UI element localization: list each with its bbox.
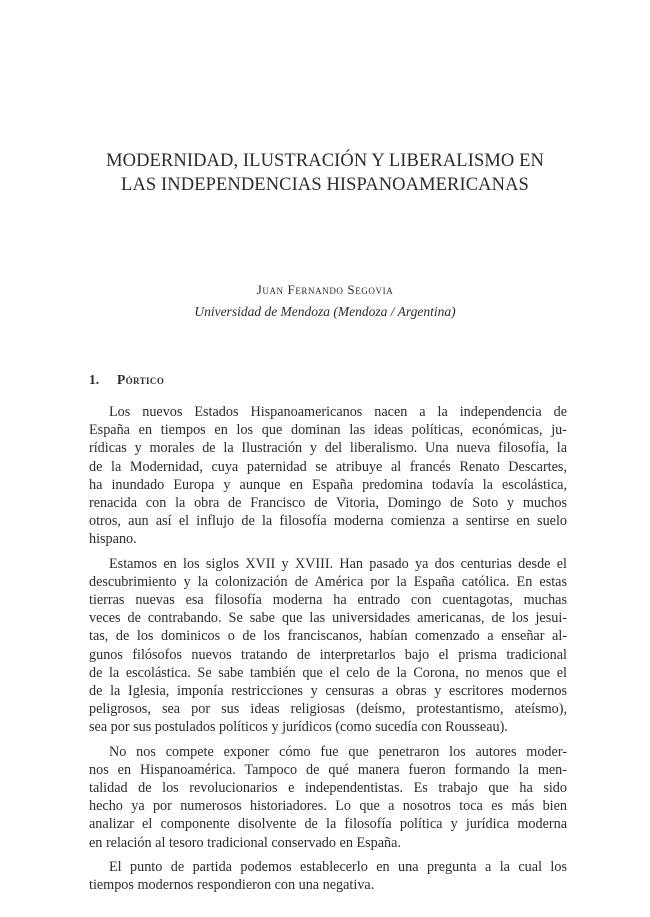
paragraph-line: en relación al tesoro tradicional conservado en España. (89, 834, 401, 851)
paragraph-line: España en tiempos en los que dominan las ideas políticas, económicas, ju- (89, 422, 567, 439)
paragraph-line: sea por sus postulados políticos y jurídicos (como sucedía con Rousseau). (89, 719, 508, 736)
paragraph-line: talidad de los revolucionarios e independentistas. Es trabajo que ha sido (89, 780, 567, 797)
paragraph-line: nos en Hispanoamérica. Tampoco de qué manera fueron formando la men- (89, 761, 567, 778)
paragraph-line: El punto de partida podemos establecerlo en una pregunta a la cual los (109, 858, 567, 875)
article-title (60, 149, 590, 197)
paragraph-line: de la escolástica. Se sabe también que el celo de la Corona, no menos que el (89, 664, 567, 681)
paragraph-line: gunos filósofos nuevos tratando de interpretarlos bajo el prisma tradicional (89, 646, 567, 663)
paragraph-line: otros, aun así el influjo de la filosofía moderna comienza a sentirse en suelo (89, 513, 567, 530)
paragraph-line: tierras nuevas esa filosofía moderna ha entrado con cuentagotas, muchas (89, 592, 567, 609)
paragraph-line: de la Iglesia, imponía restricciones y censuras a obras y escritores modernos (89, 683, 567, 700)
body-paragraph (89, 403, 567, 549)
paragraph-line: analizar el componente disolvente de la filosofía política y jurídica moderna (89, 816, 567, 833)
paragraph-line: tiempos modernos respondieron con una negativa. (89, 877, 375, 894)
paragraph-line: No nos compete exponer cómo fue que penetraron los autores moder- (109, 743, 567, 760)
title-line: LAS INDEPENDENCIAS HISPANOAMERICANAS (121, 175, 529, 195)
paragraph-line: tas, de los dominicos o de los franciscanos, habían comenzado a enseñar al- (89, 628, 567, 645)
title-line: MODERNIDAD, ILUSTRACIÓN Y LIBERALISMO EN (106, 151, 544, 171)
paragraph-line: peligrosos, sea por sus ideas religiosas (deísmo, protestantismo, ateísmo), (89, 701, 567, 718)
section-number: 1. (89, 372, 100, 387)
paragraph-line: veces de contrabando. Se sabe que las universidades americanas, de los jesui- (89, 610, 567, 627)
body-text (89, 403, 567, 900)
paragraph-line: hecho ya por numerosos historiadores. Lo que a nosotros toca es más bien (89, 798, 567, 815)
paragraph-line: de la Modernidad, cuya paternidad se atribuye al francés Renato Descartes, (89, 458, 567, 475)
paragraph-line: rídicas y morales de la Ilustración y del liberalismo. Una nueva filosofía, la (89, 440, 567, 457)
body-paragraph (89, 858, 567, 894)
body-paragraph (89, 555, 567, 737)
paragraph-line: Los nuevos Estados Hispanoamericanos nacen a la independencia de (109, 404, 567, 420)
paragraph-line: descubrimiento y la colonización de América por la España católica. En estas (89, 573, 567, 590)
paragraph-line: ha inundado Europa y aunque en España predomina todavía la escolástica, (89, 476, 567, 493)
paragraph-line: renacida con la obra de Francisco de Vitoria, Domingo de Soto y muchos (89, 495, 567, 512)
author-affiliation: Universidad de Mendoza (Mendoza / Argentina) (194, 304, 456, 319)
author-name: Juan Fernando Segovia (256, 282, 394, 297)
section-heading (89, 372, 164, 388)
paragraph-line: Estamos en los siglos XVII y XVIII. Han pasado ya dos centurias desde el (109, 555, 567, 572)
body-paragraph (89, 743, 567, 852)
paragraph-line: hispano. (89, 531, 137, 548)
section-title: Pórtico (117, 372, 165, 387)
